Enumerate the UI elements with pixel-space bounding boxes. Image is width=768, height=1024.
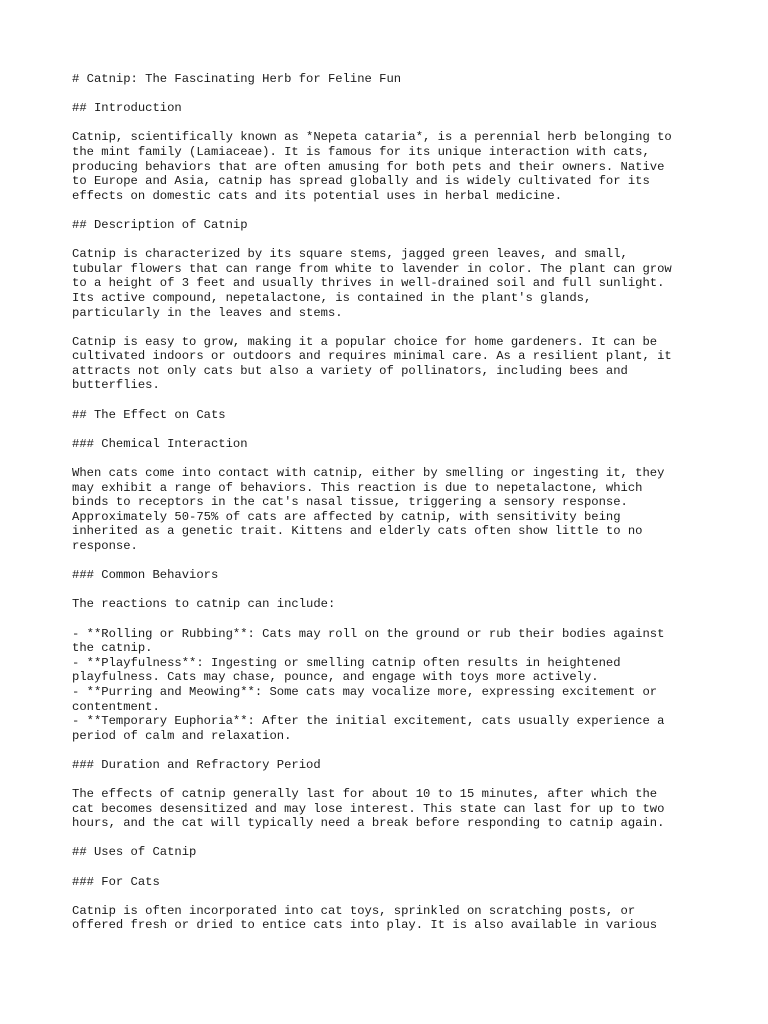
list-line: the catnip.	[72, 641, 153, 656]
text-line: inherited as a genetic trait. Kittens and elderly cats often show little to no	[72, 524, 643, 539]
text-line: ## The Effect on Cats	[72, 407, 226, 422]
paragraph	[72, 597, 712, 612]
text-line: cat becomes desensitized and may lose interest. This state can last for up to two	[72, 801, 665, 816]
text-line: may exhibit a range of behaviors. This reaction is due to nepetalactone, which	[72, 480, 643, 495]
section-heading	[72, 845, 712, 860]
text-line: the mint family (Lamiaceae). It is famous for its unique interaction with cats,	[72, 144, 650, 159]
text-line: Catnip is often incorporated into cat toys, sprinkled on scratching posts, or	[72, 903, 636, 918]
text-line: binds to receptors in the cat's nasal tissue, triggering a sensory response.	[72, 495, 628, 510]
text-line: ### Duration and Refractory Period	[72, 757, 321, 772]
blank-line	[72, 554, 712, 569]
section-heading	[72, 72, 712, 87]
blank-line	[72, 773, 712, 788]
list-line: - **Rolling or Rubbing**: Cats may roll on the ground or rub their bodies against	[72, 626, 665, 641]
list-line: playfulness. Cats may chase, pounce, and engage with toys more actively.	[72, 670, 599, 685]
section-heading	[72, 437, 712, 452]
paragraph	[72, 130, 712, 203]
list-line: contentment.	[72, 699, 160, 714]
text-line: When cats come into contact with catnip, either by smelling or ingesting it, they	[72, 466, 665, 481]
blank-line	[72, 451, 712, 466]
text-line: cultivated indoors or outdoors and requires minimal care. As a resilient plant, it	[72, 349, 672, 364]
section-heading	[72, 568, 712, 583]
section-heading	[72, 408, 712, 423]
text-line: ## Description of Catnip	[72, 217, 248, 232]
blank-line	[72, 116, 712, 131]
text-line: Catnip, scientifically known as *Nepeta cataria*, is a perennial herb belonging to	[72, 130, 672, 145]
section-heading	[72, 218, 712, 233]
blank-line	[72, 320, 712, 335]
text-line: Approximately 50-75% of cats are affected by catnip, with sensitivity being	[72, 509, 621, 524]
blank-line	[72, 393, 712, 408]
section-heading	[72, 875, 712, 890]
text-line: Catnip is characterized by its square stems, jagged green leaves, and small,	[72, 247, 628, 262]
document-page	[72, 72, 712, 933]
blank-line	[72, 203, 712, 218]
blank-line	[72, 612, 712, 627]
text-line: hours, and the cat will typically need a break before responding to catnip again.	[72, 816, 665, 831]
text-line: producing behaviors that are often amusing for both pets and their owners. Native	[72, 159, 665, 174]
blank-line	[72, 743, 712, 758]
text-line: effects on domestic cats and its potential uses in herbal medicine.	[72, 188, 563, 203]
blank-line	[72, 860, 712, 875]
paragraph	[72, 904, 712, 933]
section-heading	[72, 101, 712, 116]
text-line: butterflies.	[72, 378, 160, 393]
list-line: period of calm and relaxation.	[72, 728, 292, 743]
blank-line	[72, 889, 712, 904]
text-line: to Europe and Asia, catnip has spread globally and is widely cultivated for its	[72, 174, 650, 189]
blank-line	[72, 422, 712, 437]
text-line: response.	[72, 539, 138, 553]
paragraph	[72, 335, 712, 393]
list-line: - **Purring and Meowing**: Some cats may vocalize more, expressing excitement or	[72, 684, 658, 699]
text-line: to a height of 3 feet and usually thrives in well-drained soil and full sunlight.	[72, 276, 665, 291]
paragraph	[72, 787, 712, 831]
blank-line	[72, 233, 712, 248]
text-line: The effects of catnip generally last for about 10 to 15 minutes, after which the	[72, 787, 658, 802]
text-line: Catnip is easy to grow, making it a popular choice for home gardeners. It can be	[72, 334, 658, 349]
blank-line	[72, 583, 712, 598]
text-line: ### Common Behaviors	[72, 568, 219, 583]
text-line: ### Chemical Interaction	[72, 436, 248, 451]
blank-line	[72, 87, 712, 102]
text-line: ### For Cats	[72, 874, 160, 889]
text-line: # Catnip: The Fascinating Herb for Feline Fun	[72, 72, 402, 86]
bullet-list	[72, 627, 712, 744]
blank-line	[72, 831, 712, 846]
paragraph	[72, 466, 712, 554]
text-line: Its active compound, nepetalactone, is contained in the plant's glands,	[72, 290, 592, 305]
text-line: particularly in the leaves and stems.	[72, 305, 343, 320]
text-line: tubular flowers that can range from white to lavender in color. The plant can grow	[72, 261, 672, 276]
text-line: ## Introduction	[72, 101, 182, 116]
section-heading	[72, 758, 712, 773]
text-line: ## Uses of Catnip	[72, 845, 197, 860]
text-line: The reactions to catnip can include:	[72, 597, 336, 612]
text-line: offered fresh or dried to entice cats into play. It is also available in various	[72, 918, 658, 933]
text-line: attracts not only cats but also a variety of pollinators, including bees and	[72, 363, 628, 378]
paragraph	[72, 247, 712, 320]
list-line: - **Temporary Euphoria**: After the initial excitement, cats usually experience a	[72, 714, 665, 729]
list-line: - **Playfulness**: Ingesting or smelling catnip often results in heightened	[72, 655, 621, 670]
